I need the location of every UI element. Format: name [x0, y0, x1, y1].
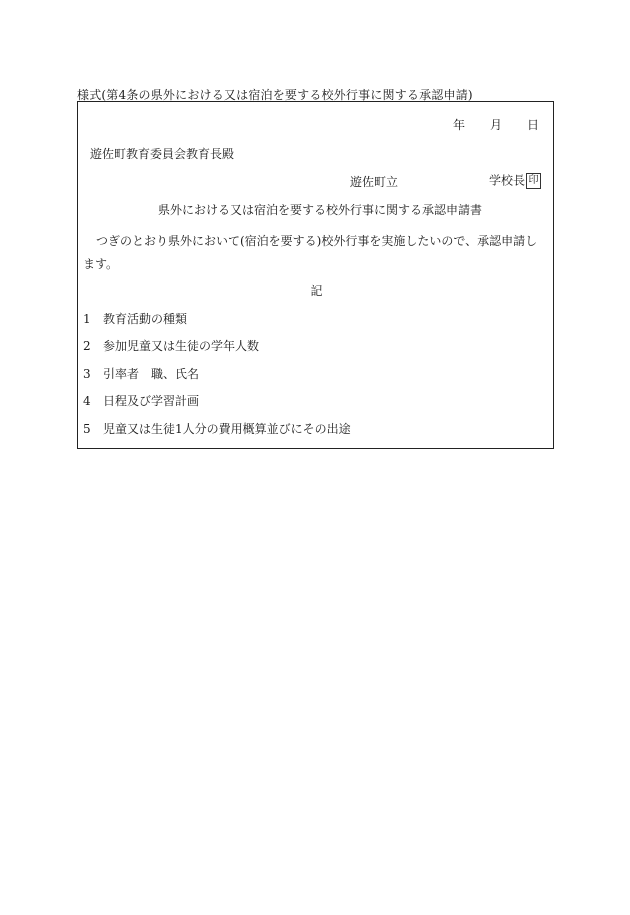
list-item	[83, 312, 187, 326]
seal-mark: 印	[526, 173, 541, 189]
school-head-label: 学校長	[488, 173, 525, 188]
application-form-box	[77, 101, 554, 449]
sender-town: 遊佐町立	[350, 175, 399, 189]
list-item	[83, 339, 259, 353]
form-heading: 様式(第4条の県外における又は宿泊を要する校外行事に関する承認申請)	[77, 88, 473, 102]
list-item	[83, 422, 351, 436]
date-year: 年	[452, 118, 465, 132]
item-number: 3	[83, 367, 91, 381]
item-number: 1	[83, 312, 91, 326]
date-line	[453, 118, 539, 132]
item-number: 2	[83, 339, 91, 353]
item-label: 参加児童又は生徒の学年人数	[103, 339, 260, 353]
sender-school-head	[489, 173, 541, 189]
item-number: 5	[83, 422, 91, 436]
document-title: 県外における又は宿泊を要する校外行事に関する承認申請書	[158, 203, 483, 217]
item-number: 4	[83, 394, 91, 408]
ki-label: 記	[310, 284, 323, 298]
body-text: つぎのとおり県外において(宿泊を要する)校外行事を実施したいので、承認申請します。	[83, 234, 538, 271]
addressee: 遊佐町教育委員会教育長殿	[90, 147, 235, 161]
date-month: 月	[489, 118, 502, 132]
date-day: 日	[526, 118, 539, 132]
item-label: 引率者 職、氏名	[103, 367, 200, 381]
item-label: 教育活動の種類	[103, 312, 188, 326]
item-label: 日程及び学習計画	[103, 394, 200, 408]
list-item	[83, 367, 199, 381]
item-label: 児童又は生徒1人分の費用概算並びにその出途	[103, 422, 351, 436]
list-item	[83, 394, 199, 408]
